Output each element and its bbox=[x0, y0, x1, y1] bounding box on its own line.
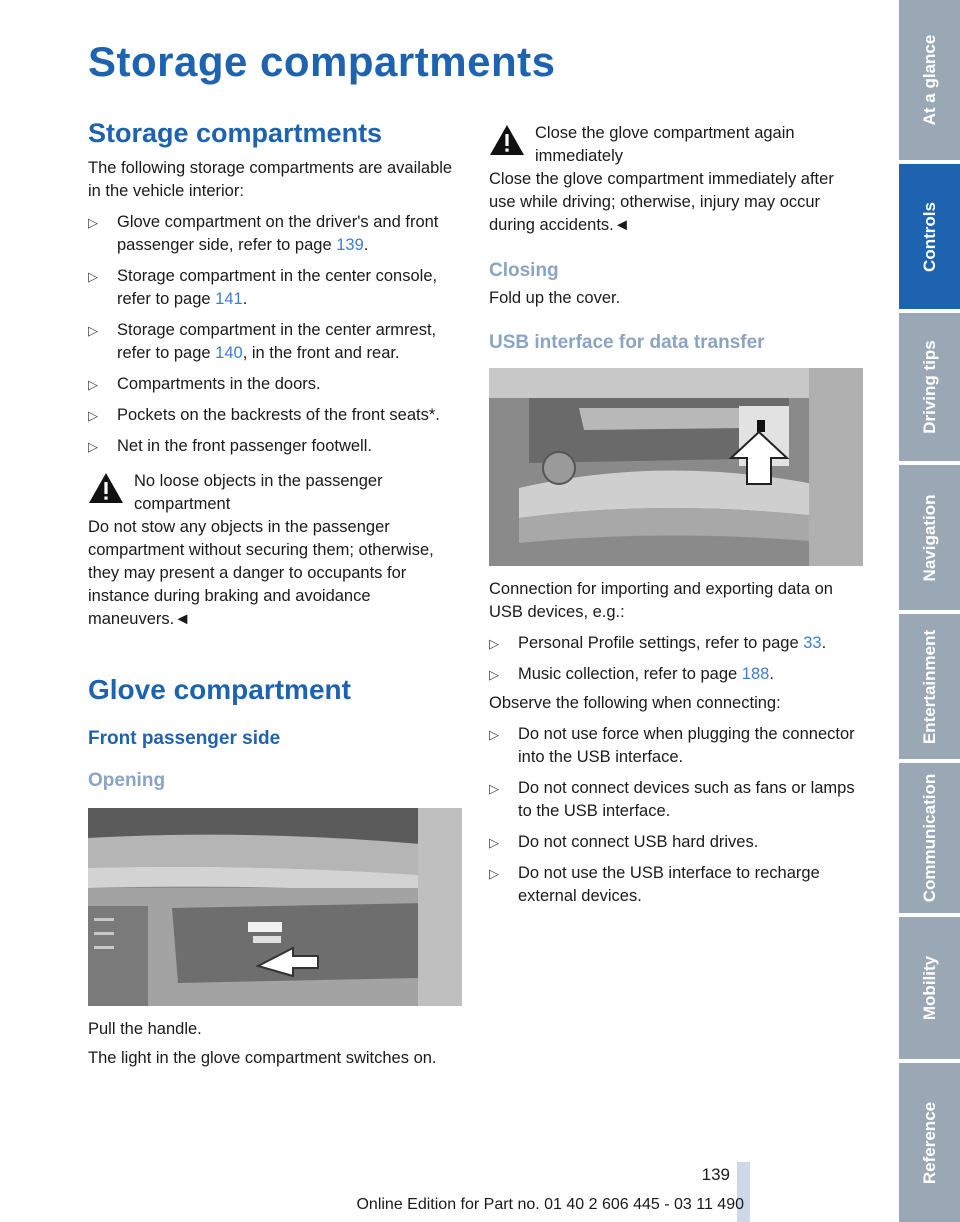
list-item: ▷ Do not connect USB hard drives. bbox=[489, 831, 863, 854]
left-column bbox=[88, 118, 462, 1070]
page-link[interactable]: 141 bbox=[215, 290, 243, 308]
page-link[interactable]: 139 bbox=[336, 236, 364, 254]
tab-controls[interactable]: Controls bbox=[899, 164, 960, 309]
tab-at-a-glance[interactable]: At a glance bbox=[899, 0, 960, 160]
intro-text: The following storage compartments are available in the vehicle interior: bbox=[88, 159, 453, 200]
triangle-bullet-icon: ▷ bbox=[88, 408, 98, 423]
usb-interface-photo bbox=[489, 368, 863, 566]
triangle-bullet-icon: ▷ bbox=[88, 439, 98, 454]
list-item: ▷ Music collection, refer to page 188. bbox=[489, 663, 863, 686]
usb-intro: Connection for importing and exporting data on USB devices, e.g.: bbox=[489, 580, 833, 621]
list-item: ▷ Pockets on the backrests of the front seats*. bbox=[88, 404, 462, 427]
warning-text: Close the glove compartment immediately after use while driving; otherwise, injury may occur during accidents.◄ bbox=[489, 170, 834, 234]
pull-handle-text: Pull the handle. bbox=[88, 1020, 202, 1038]
tab-communication[interactable]: Communication bbox=[899, 763, 960, 913]
closing-text: Fold up the cover. bbox=[489, 289, 621, 307]
list-item: ▷ Net in the front passenger footwell. bbox=[88, 435, 462, 458]
triangle-bullet-icon: ▷ bbox=[489, 636, 499, 651]
page-number: 139 bbox=[701, 1165, 730, 1184]
glove-compartment-heading: Glove compartment bbox=[88, 674, 351, 705]
list-item: ▷ Storage compartment in the center console, refer to page 141. bbox=[88, 267, 438, 308]
warning-icon bbox=[88, 472, 124, 504]
chapter-tabs bbox=[899, 0, 960, 1222]
triangle-bullet-icon: ▷ bbox=[489, 667, 499, 682]
warning-text: Do not stow any objects in the passenger compartment without securing them; otherwise, they may present a danger to occupants for instance during braking and avoidance maneuvers.◄ bbox=[88, 518, 434, 628]
glove-compartment-photo bbox=[88, 808, 462, 1006]
list-item: ▷ Glove compartment on the driver's and front passenger side, refer to page 139. bbox=[88, 213, 439, 254]
page-link[interactable]: 140 bbox=[215, 344, 243, 362]
opening-heading: Opening bbox=[88, 770, 166, 791]
triangle-bullet-icon: ▷ bbox=[489, 781, 499, 796]
tab-reference[interactable]: Reference bbox=[899, 1063, 960, 1222]
tab-entertainment[interactable]: Entertainment bbox=[899, 614, 960, 759]
triangle-bullet-icon: ▷ bbox=[489, 866, 499, 881]
storage-list bbox=[88, 211, 462, 458]
usb-heading: USB interface for data transfer bbox=[489, 332, 765, 353]
list-item: ▷ Storage compartment in the center armrest, refer to page 140, in the front and rear. bbox=[88, 321, 437, 362]
tab-driving-tips[interactable]: Driving tips bbox=[899, 313, 960, 461]
warning-icon bbox=[489, 124, 525, 156]
tab-navigation[interactable]: Navigation bbox=[899, 465, 960, 610]
page-title: Storage compartments bbox=[88, 38, 556, 85]
warning-title: Close the glove compartment again immediately bbox=[489, 122, 863, 168]
list-item: ▷ Do not connect devices such as fans or lamps to the USB interface. bbox=[489, 779, 855, 820]
triangle-bullet-icon: ▷ bbox=[88, 377, 98, 392]
observe-list bbox=[489, 723, 863, 908]
triangle-bullet-icon: ▷ bbox=[489, 835, 499, 850]
list-item: ▷ Do not use the USB interface to recharge external devices. bbox=[489, 864, 820, 905]
observe-text: Observe the following when connecting: bbox=[489, 694, 781, 712]
light-text: The light in the glove compartment switches on. bbox=[88, 1049, 437, 1067]
usb-list bbox=[489, 632, 863, 686]
front-passenger-heading: Front passenger side bbox=[88, 728, 281, 749]
triangle-bullet-icon: ▷ bbox=[88, 215, 98, 230]
right-column bbox=[489, 122, 863, 908]
footer-text: Online Edition for Part no. 01 40 2 606 445 - 03 11 490 bbox=[356, 1196, 744, 1213]
triangle-bullet-icon: ▷ bbox=[489, 727, 499, 742]
page-link[interactable]: 188 bbox=[741, 665, 770, 683]
page-link[interactable]: 33 bbox=[803, 634, 822, 652]
tab-mobility[interactable]: Mobility bbox=[899, 917, 960, 1059]
list-item: ▷ Compartments in the doors. bbox=[88, 373, 462, 396]
closing-heading: Closing bbox=[489, 260, 559, 281]
list-item: ▷ Do not use force when plugging the connector into the USB interface. bbox=[489, 725, 855, 766]
triangle-bullet-icon: ▷ bbox=[88, 269, 98, 284]
section-heading: Storage compartments bbox=[88, 118, 383, 148]
list-item: ▷ Personal Profile settings, refer to page 33. bbox=[489, 632, 863, 655]
triangle-bullet-icon: ▷ bbox=[88, 323, 98, 338]
warning-title: No loose objects in the passenger compartment bbox=[88, 470, 462, 516]
